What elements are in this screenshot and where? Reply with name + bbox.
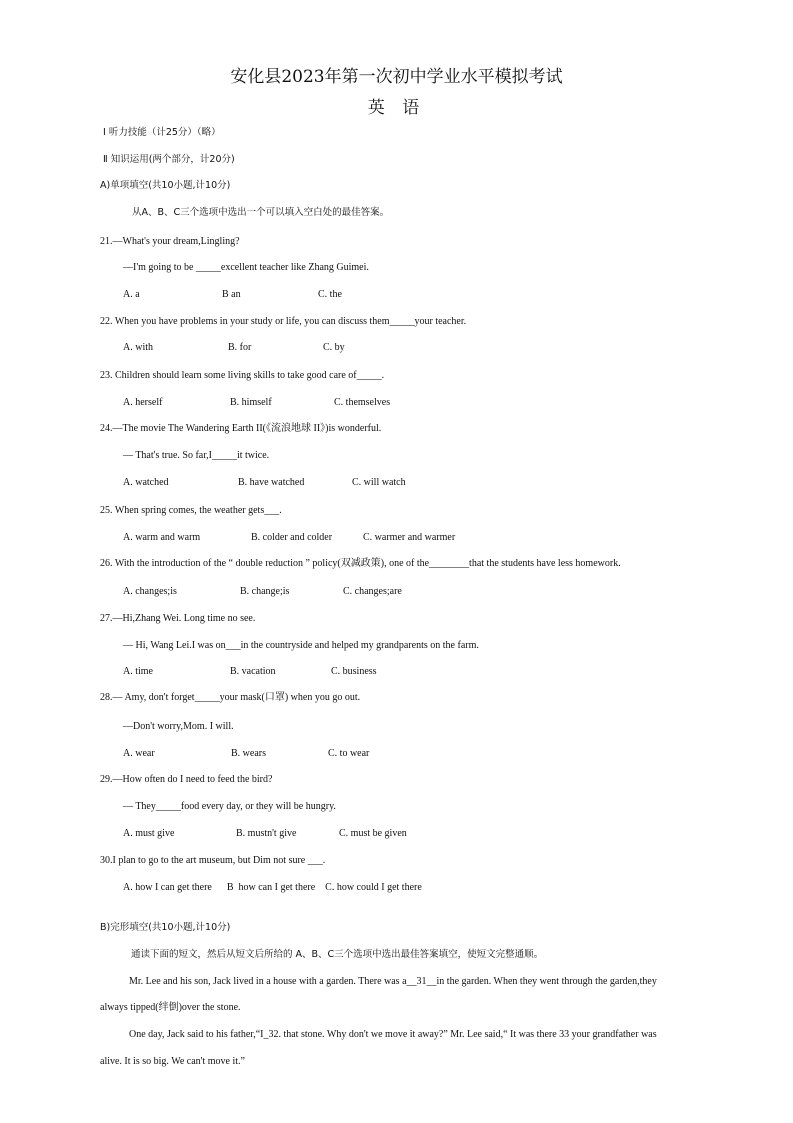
passage-paragraph-1-line-1: Mr. Lee and his son, Jack lived in a house with a garden. There was a__31__in the garden. When they went through the garden,they xyxy=(129,976,657,987)
question-22-option-a: A. with xyxy=(123,342,153,353)
question-27-stem: 27.—Hi,Zhang Wei. Long time no see. xyxy=(100,613,256,624)
question-25-option-a: A. warm and warm xyxy=(123,532,201,543)
question-25-option-c: C. warmer and warmer xyxy=(363,532,456,543)
part-a-heading: A)单项填空(共10小题,计10分) xyxy=(100,180,231,191)
question-22-option-c: C. by xyxy=(323,342,345,353)
part-b-instruction: 通读下面的短文，然后从短文后所给的 A、B、C三个选项中选出最佳答案填空，使短文完整通顺。 xyxy=(131,949,544,960)
question-29-option-a: A. must give xyxy=(123,828,175,839)
question-23-stem: 23. Children should learn some living skills to take good care of_____. xyxy=(100,370,385,381)
question-27-option-a: A. time xyxy=(123,666,153,677)
question-29-reply: — They_____food every day, or they will be hungry. xyxy=(123,801,336,812)
question-24-option-b: B. have watched xyxy=(238,477,305,488)
question-23-option-b: B. himself xyxy=(230,397,272,408)
question-30-options: A. how I can get there B how can I get there C. how could I get there xyxy=(123,882,422,893)
part-a-instruction: 从A、B、C三个选项中选出一个可以填入空白处的最佳答案。 xyxy=(132,207,390,218)
question-22-option-b: B. for xyxy=(228,342,252,353)
exam-title: 安化县2023年第一次初中学业水平模拟考试 xyxy=(230,67,563,87)
question-28-option-b: B. wears xyxy=(231,748,266,759)
section-1-heading: Ⅰ 听力技能（计25分）（略） xyxy=(103,127,221,138)
exam-subject: 英 语 xyxy=(367,98,426,118)
question-30-stem: 30.I plan to go to the art museum, but Dim not sure ___. xyxy=(100,855,326,866)
question-26-option-a: A. changes;is xyxy=(123,586,177,597)
question-29-stem: 29.—How often do I need to feed the bird? xyxy=(100,774,273,785)
question-21-reply: —I'm going to be _____excellent teacher like Zhang Guimei. xyxy=(123,262,369,273)
question-21-stem: 21.—What's your dream,Lingling? xyxy=(100,236,240,247)
question-21-option-c: C. the xyxy=(318,289,342,300)
section-2-heading: Ⅱ 知识运用(两个部分，计20分) xyxy=(103,154,235,165)
question-28-option-a: A. wear xyxy=(123,748,155,759)
question-27-option-b: B. vacation xyxy=(230,666,276,677)
question-25-stem: 25. When spring comes, the weather gets___. xyxy=(100,505,282,516)
question-28-reply: —Don't worry,Mom. I will. xyxy=(123,721,234,732)
question-22-stem: 22. When you have problems in your study or life, you can discuss them_____your teacher. xyxy=(100,316,467,327)
question-21-option-a: A. a xyxy=(123,289,140,300)
question-24-reply: — That's true. So far,I_____it twice. xyxy=(123,450,270,461)
question-27-option-c: C. business xyxy=(331,666,377,677)
question-29-option-b: B. mustn't give xyxy=(236,828,297,839)
question-26-stem: 26. With the introduction of the “ double reduction ” policy(双减政策), one of the________that the students have less homework. xyxy=(100,558,621,569)
question-24-option-a: A. watched xyxy=(123,477,169,488)
passage-paragraph-2-line-2: alive. It is so big. We can't move it.” xyxy=(100,1056,245,1067)
question-23-option-a: A. herself xyxy=(123,397,163,408)
question-25-option-b: B. colder and colder xyxy=(251,532,333,543)
question-24-stem: 24.—The movie The Wandering Earth II(《流浪地球 II》)is wonderful. xyxy=(100,423,382,434)
question-28-stem: 28.— Amy, don't forget_____your mask(口罩) when you go out. xyxy=(100,692,361,703)
question-21-option-b: B an xyxy=(222,289,241,300)
passage-paragraph-1-line-2: always tipped(绊倒)over the stone. xyxy=(100,1002,241,1013)
question-29-option-c: C. must be given xyxy=(339,828,407,839)
passage-paragraph-2-line-1: One day, Jack said to his father,“I_32. that stone. Why don't we move it away?” Mr. Lee said,“ It was there 33 your grandfather was xyxy=(129,1029,657,1040)
question-26-option-b: B. change;is xyxy=(240,586,290,597)
question-24-option-c: C. will watch xyxy=(352,477,406,488)
question-26-option-c: C. changes;are xyxy=(343,586,402,597)
question-27-reply: — Hi, Wang Lei.I was on___in the countryside and helped my grandparents on the farm. xyxy=(123,640,479,651)
part-b-heading: B)完形填空(共10小题,计10分) xyxy=(100,922,231,933)
question-28-option-c: C. to wear xyxy=(328,748,370,759)
question-23-option-c: C. themselves xyxy=(334,397,391,408)
